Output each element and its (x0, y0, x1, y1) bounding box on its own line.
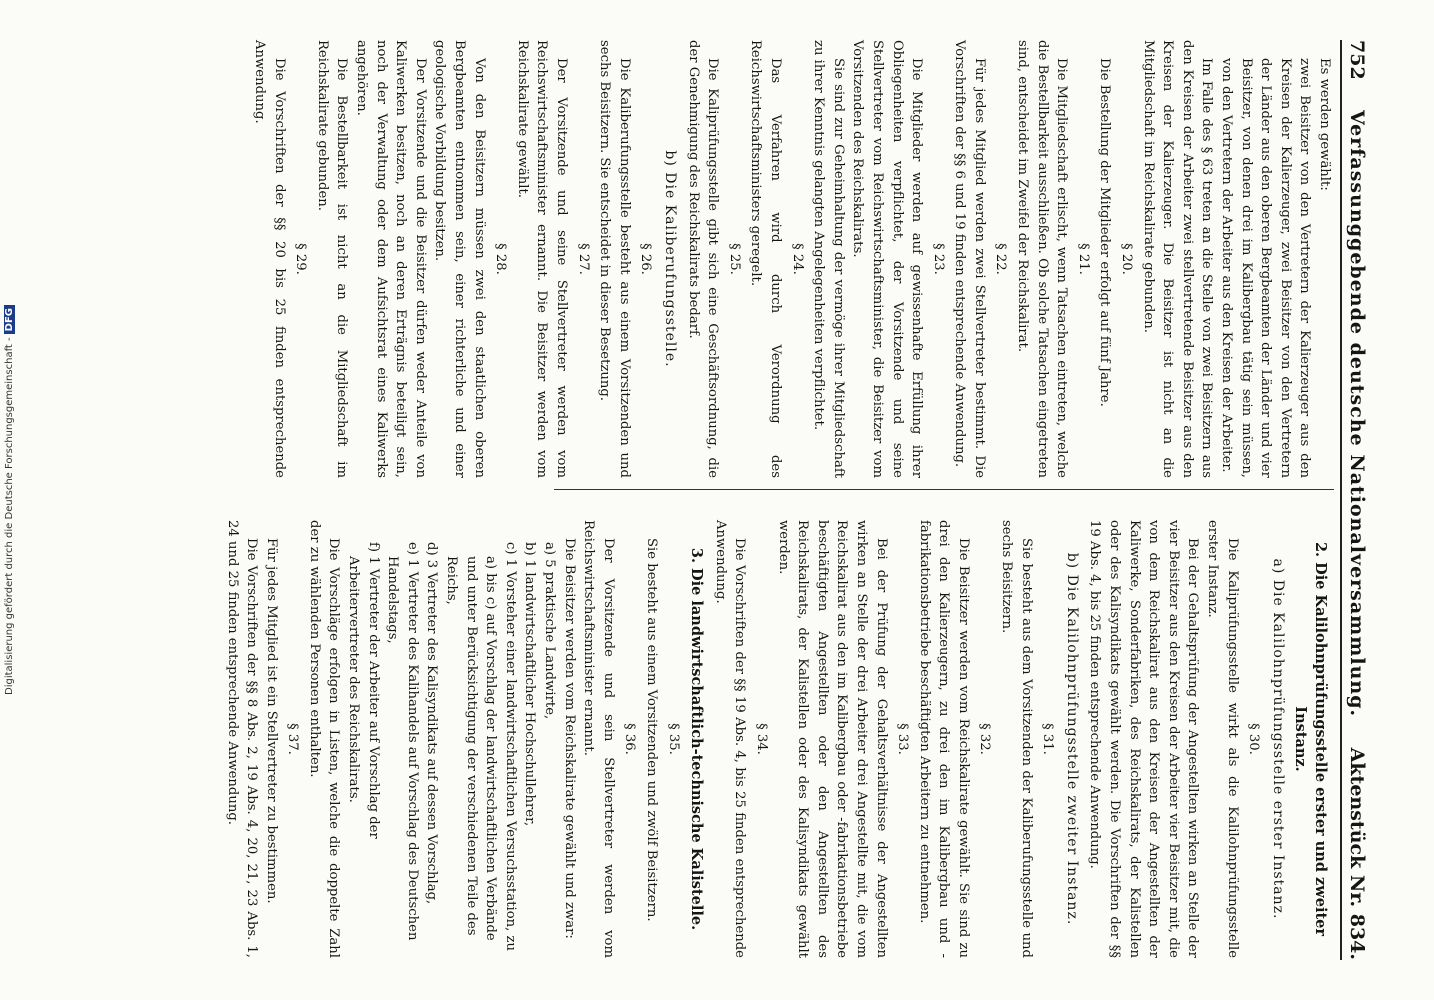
paragraph: Im Falle des § 63 treten an die Stelle von zwei Beisitzern aus den Kreisen der Arbeiter zwei stellvertretende Beisitzer aus den Kreisen der Kalierzeuger. Die Beisitzer ist nicht an die Mitgliedschaft im Reichskalirate gebunden. (1140, 40, 1215, 478)
list-item: f) 1 Vertreter der Arbeiter auf Vorschlag der Arbeitervertreter des Reichskalirats. (346, 542, 381, 839)
section-number: § 32. (977, 723, 993, 755)
list-item: d) 3 Vertreter des Kalisyndikats auf dessen Vorschlag, (424, 542, 440, 905)
list-item: e) 1 Vertreter des Kalihandels auf Vorschlag des Deutschen Handelstags, (385, 542, 420, 941)
document-reference: Aktenstück Nr. 834. (1346, 747, 1368, 960)
paragraph: Sie besteht aus einem Vorsitzenden und zwölf Beisitzern. (644, 538, 659, 922)
enumerated-list (344, 520, 560, 958)
paragraph: Bei der Prüfung der Gehaltsverhältnisse der Angestellten wirken an Stelle der drei Arbeiter drei Angestellte mit, die vom Reichskalirat aus den im Kalibergbau oder -fabrikationsbetriebe beschäftigten Angestellten oder den Angestellten des Reichskalirats, der Kalistellen oder des Kalisyndikats gewählt werden. (775, 520, 889, 958)
paragraph: Die Bestellung der Mitglieder erfolgt auf fünf Jahre. (1097, 58, 1113, 407)
paragraph: Die Vorschriften der §§ 19 Abs. 4, bis 25 finden entsprechende Anwendung. (712, 520, 748, 958)
section-number: § 28. (493, 243, 509, 275)
paragraph: Die Kaliprüfungsstelle gibt sich eine Geschäftsordnung, die der Genehmigung des Reichskalirats bedarf. (685, 40, 721, 478)
section-number: § 34. (753, 723, 769, 755)
paragraph: Bei der Gehaltsprüfung der Angestellten wirken an Stelle der vier Beisitzer aus den Kreisen der Arbeiter vier Beisitzer mit, die von dem Reichskalirat aus den Kreisen der Angestellten der Kaliwerke, Sonderfabriken, des Reichskalirats, der Kalistellen oder des Kalisyndikats gewählt werden. Die Vorschriften der §§ 19 Abs. 4, bis 25 finden entsprechende Anwendung. (1087, 520, 1201, 958)
paragraph: Die Vorschläge erfolgen in Listen, welche die doppelte Zahl der zu wählenden Personen enthalten. (306, 520, 342, 958)
paragraph: Die Vorschriften der §§ 20 bis 25 finden entsprechende Anwendung. (252, 40, 287, 478)
page-number: 752 (1346, 40, 1368, 80)
footer-text: Digitalisierung gefördert durch die Deutsche Forschungsgemeinschaft - (4, 337, 15, 695)
list-item: c) 1 Vorsteher einer landwirtschaftlichen Versuchsstation, zu a) bis c) auf Vorschlag der landwirtschaftlichen Verbände und unter Berücksichtigung der verschiedenen Teile des Reichs, (444, 542, 518, 951)
paragraph: Sie sind zur Geheimhaltung der vermöge ihrer Mitgliedschaft zu ihrer Kenntnis gelangten Angelegenheiten verpflichtet. (811, 40, 846, 478)
right-column (222, 520, 1334, 958)
section-number: § 36. (622, 723, 638, 755)
paragraph: Der Vorsitzende und die Beisitzer dürfen weder Anteile von Kaliwerken besitzen, noch an deren Erträgnis beteiligt sein, noch der Verwaltung oder dem Aufsichtsrat eines Kaliwerks angehören. (354, 40, 428, 478)
paragraph: Die Bestellbarkeit ist nicht an die Mitgliedschaft im Reichskalirate gebunden. (314, 40, 350, 478)
digitization-footer (4, 0, 15, 1000)
section-number: § 37. (285, 723, 301, 755)
list-item: a) 5 praktische Landwirte, (542, 542, 558, 720)
paragraph: Es werden gewählt: (1317, 58, 1332, 191)
section-number: § 30. (1246, 723, 1262, 755)
section-heading: 3. Die landwirtschaftlich-technische Kalistelle. (688, 547, 706, 931)
section-heading: 2. Die Kalilohnprüfungsstelle erster und zweiter Instanz. (1292, 541, 1329, 937)
paragraph: Die Mitglieder werden auf gewissenhafte Erfüllung ihrer Obliegenheiten verpflichtet, der Vorsitzende und seine Stellvertreter vom Reichswirtschaftsminister, die Beisitzer vom Vorsitzenden des Reichskalirats. (850, 40, 925, 478)
section-number: § 21. (1075, 243, 1091, 275)
list-item: b) 1 landwirtschaftlicher Hochschullehrer, (522, 542, 538, 827)
left-column (250, 40, 1334, 478)
section-number: § 26. (638, 243, 654, 275)
subsection-heading: b) Die Kalilohnprüfungsstelle zweiter Instanz. (1063, 552, 1080, 926)
paragraph: Die Kaliberufungsstelle besteht aus einem Vorsitzenden und sechs Beisitzern. Sie entscheidet in dieser Besetzung. (597, 40, 632, 478)
section-number: § 29. (293, 243, 309, 275)
paragraph: Der Vorsitzende und sein Stellvertreter werden vom Reichswirtschaftsminister ernannt. (581, 520, 616, 958)
page-title: Verfassunggebende deutsche Nationalversammlung. (1346, 110, 1368, 718)
section-number: § 35. (665, 723, 681, 755)
indented-paragraph: zwei Beisitzer von den Vertretern der Kalierzeuger aus den Kreisen der Kalierzeuger, zwei Beisitzer von den Vertretern der Länder aus den oberen Bergbeamten der Länder und vier Beisitzer, von denen drei im Kalibergbau tätig sein müssen, von den Vertretern der Arbeiter aus den Kreisen der Arbeiter. (1219, 58, 1313, 478)
paragraph: Die Mitgliedschaft erlischt, wenn Tatsachen eintreten, welche die Bestellbarkeit ausschließen. Ob solche Tatsachen eingetreten sind, entscheidet im Zweifel der Reichskalirat. (1015, 40, 1070, 479)
subsection-heading: b) Die Kaliberufungsstelle. (662, 150, 678, 368)
paragraph: Für jedes Mitglied werden zwei Stellvertreter bestimmt. Die Vorschriften der §§ 6 und 19 finden entsprechende Anwendung. (952, 40, 987, 478)
section-number: § 25. (726, 243, 742, 275)
dfg-logo: DFG (4, 305, 15, 334)
subsection-heading: a) Die Kalilohnprüfungsstelle erster Instanz. (1269, 558, 1286, 920)
section-number: § 22. (993, 243, 1009, 275)
section-number: § 27. (575, 243, 591, 275)
section-number: § 31. (1040, 723, 1056, 755)
paragraph: Die Beisitzer werden vom Reichskalirate gewählt und zwar: (561, 538, 577, 939)
paragraph: Von den Beisitzern müssen zwei den staatlichen oberen Bergbeamten entnommen sein, einer richterliche und einer geologische Vorbildung besitzen. (432, 40, 487, 478)
paragraph: Der Vorsitzende und seine Stellvertreter werden vom Reichswirtschaftsminister ernannt. Die Beisitzer werden vom Reichskalirate gewählt. (514, 40, 570, 478)
paragraph: Für jedes Mitglied ist ein Stellvertreter zu bestimmen. (263, 538, 279, 904)
page-header (1340, 40, 1398, 960)
paragraph: Die Vorschriften der §§ 8 Abs. 2, 19 Abs. 4, 20, 21, 23 Abs. 1, 24 und 25 finden entsprechende Anwendung. (224, 520, 260, 958)
paragraph: Die Kaliprüfungsstelle wirkt als die Kalilohnprüfungsstelle erster Instanz. (1205, 520, 1240, 958)
paragraph: Sie besteht aus dem Vorsitzenden der Kaliberufungsstelle und sechs Beisitzern. (999, 520, 1034, 958)
paragraph: Die Beisitzer werden vom Reichskalirate gewählt. Sie sind zu drei den Kalierzeugern, zu drei den im Kalibergbau und -fabrikationsbetriebe beschäftigten Arbeitern zu entnehmen. (916, 520, 971, 958)
section-number: § 20. (1119, 243, 1135, 275)
column-divider (554, 489, 1334, 490)
section-number: § 33. (895, 723, 911, 755)
section-number: § 23. (930, 243, 946, 275)
section-number: § 24. (789, 243, 805, 275)
paragraph: Das Verfahren wird durch Verordnung des Reichswirtschaftsministers geregelt. (748, 40, 783, 478)
